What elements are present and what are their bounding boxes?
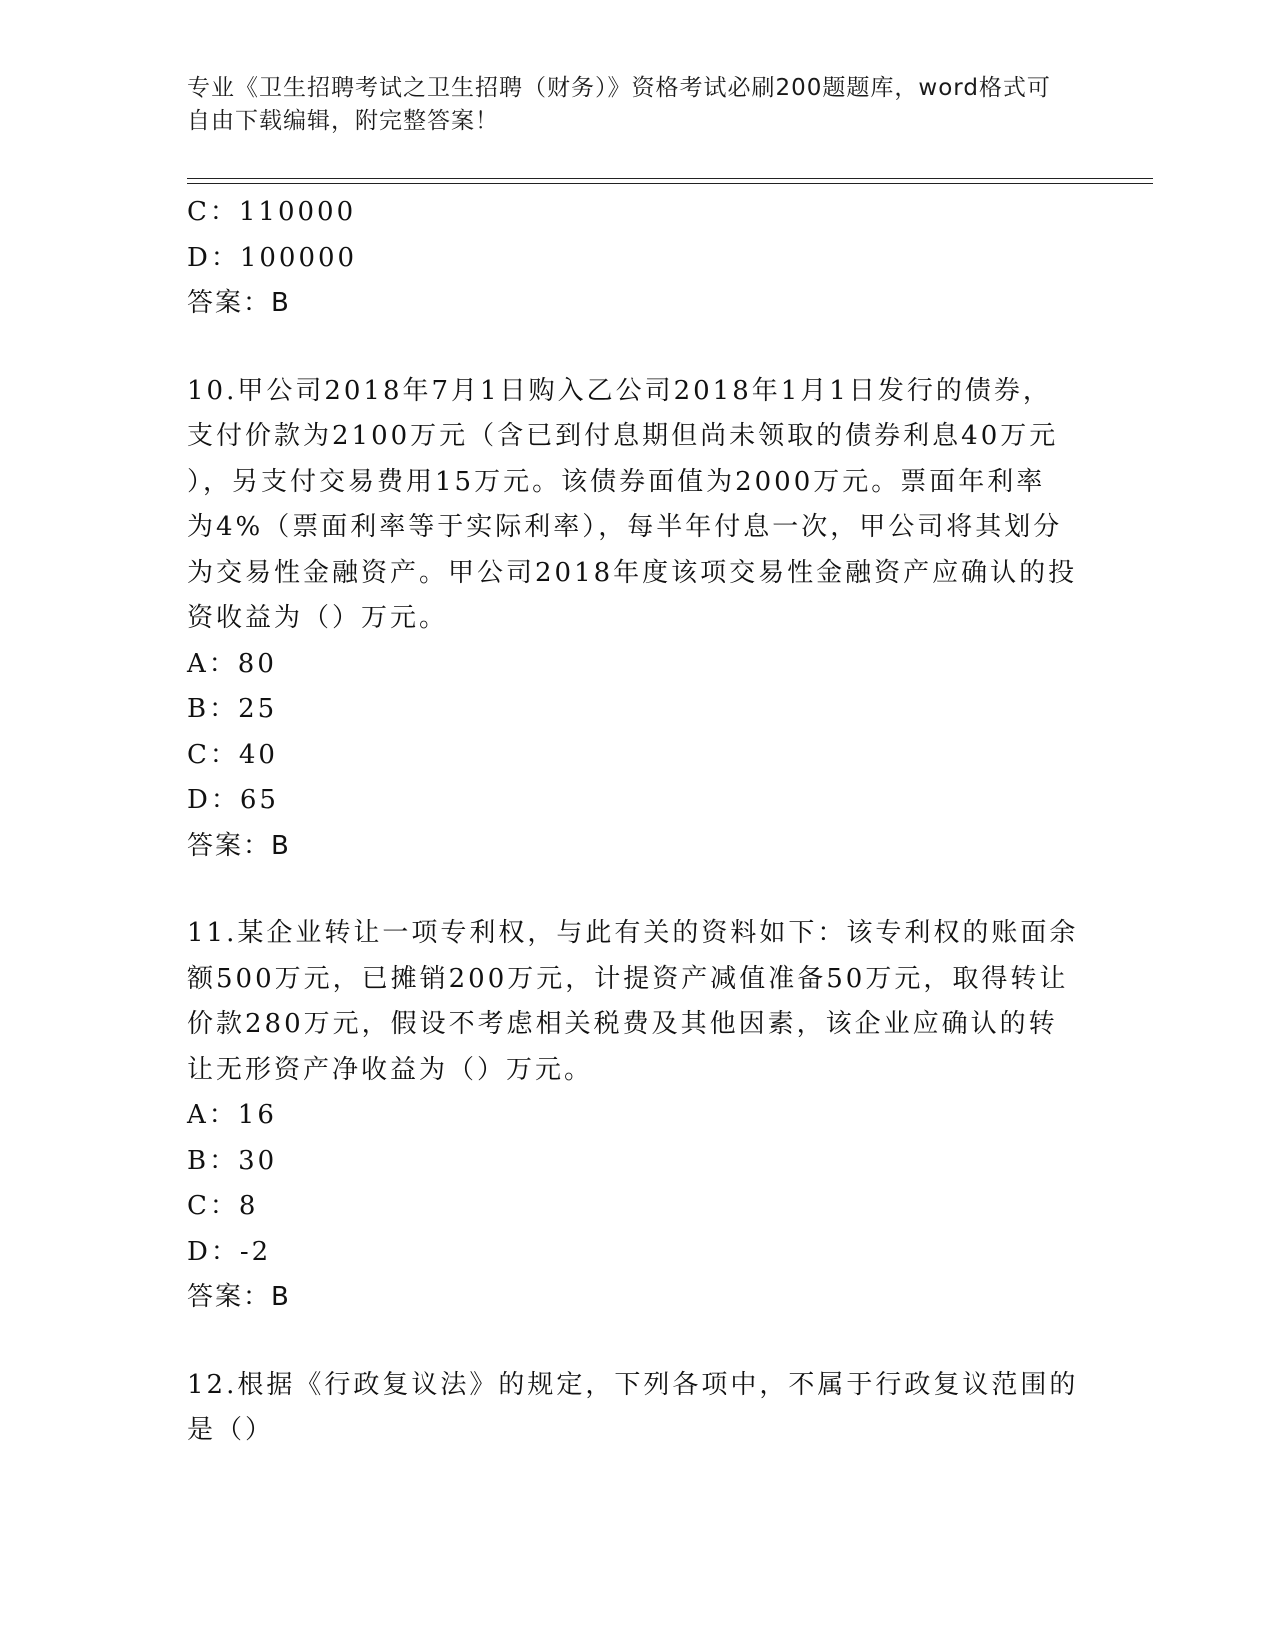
answer-line: 答案：B (187, 1282, 291, 1312)
question-text-line: ），另支付交易费用15万元。该债券面值为2000万元。票面年利率 (187, 466, 1046, 497)
option-b: B：25 (187, 694, 278, 724)
header-title: 专业《卫生招聘考试之卫生招聘（财务）》资格考试必刷200题题库，word格式可自由下载编辑，附完整答案！ (187, 75, 1051, 134)
option-a: A：80 (187, 648, 277, 679)
option-d: D：-2 (187, 1236, 272, 1267)
option-c: C：110000 (187, 197, 357, 227)
option-b: B：30 (187, 1145, 278, 1176)
question-text-line: 价款280万元，假设不考虑相关税费及其他因素，该企业应确认的转 (187, 1009, 1058, 1039)
question-text-line: 12.根据《行政复议法》的规定，下列各项中，不属于行政复议范围的 (187, 1369, 1079, 1400)
question-12 (187, 1363, 1077, 1454)
option-c: C：8 (187, 1191, 259, 1221)
document-body (187, 190, 1077, 1454)
question-text-line: 为4%（票面利率等于实际利率），每半年付息一次，甲公司将其划分 (187, 512, 1063, 542)
question-text-line: 资收益为（）万元。 (187, 603, 449, 633)
question-text-line: 支付价款为2100万元（含已到付息期但尚未领取的债券利息40万元 (187, 421, 1059, 451)
option-d: D：100000 (187, 242, 358, 273)
question-text-line: 为交易性金融资产。甲公司2018年度该项交易性金融资产应确认的投 (187, 557, 1078, 588)
option-c: C：40 (187, 739, 278, 770)
option-d: D：65 (187, 785, 279, 815)
question-text-line: 额500万元，已摊销200万元，计提资产减值准备50万元，取得转让 (187, 963, 1069, 994)
option-a: A：16 (187, 1100, 277, 1130)
question-text-line: 让无形资产净收益为（）万元。 (187, 1054, 594, 1085)
question-11 (187, 911, 1077, 1321)
question-text-line: 是（） (187, 1415, 275, 1445)
question-10 (187, 369, 1077, 870)
answer-line: 答案：B (187, 830, 291, 861)
answer-line: 答案：B (187, 288, 291, 318)
header-divider (187, 178, 1153, 184)
question-text-line: 10.甲公司2018年7月1日购入乙公司2018年1月1日发行的债券， (187, 375, 1052, 406)
document-header (187, 72, 1067, 138)
question-text-line: 11.某企业转让一项专利权，与此有关的资料如下：该专利权的账面余 (187, 918, 1079, 948)
